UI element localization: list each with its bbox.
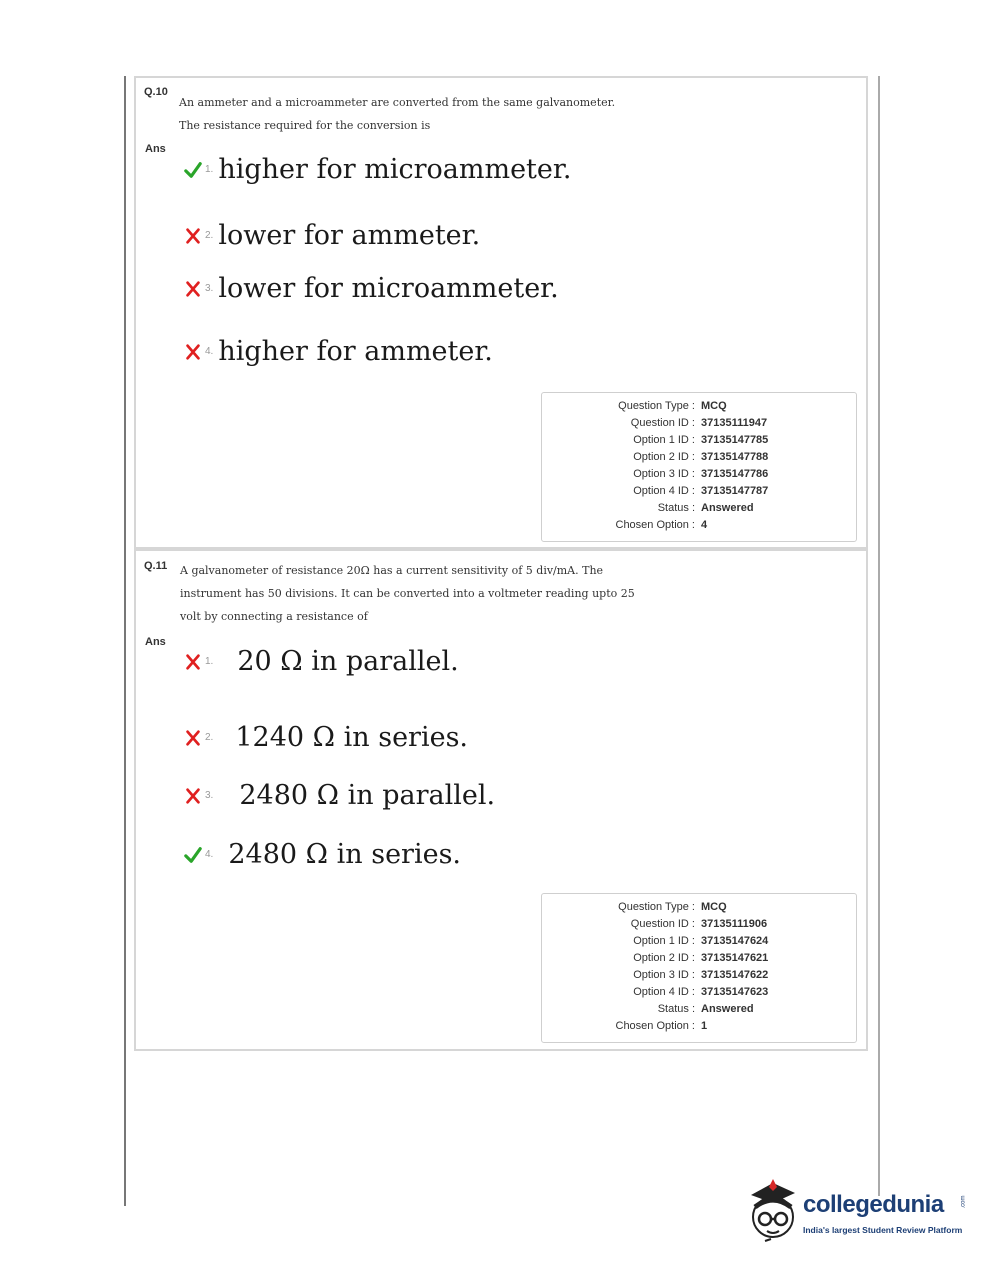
option-text: 1240 Ω in series. <box>235 722 469 753</box>
info-key: Option 1 ID : <box>633 935 695 947</box>
logo-tagline: India's largest Student Review Platform <box>803 1225 963 1235</box>
option-4 <box>184 839 461 870</box>
info-key: Option 4 ID : <box>633 986 695 998</box>
option-3 <box>184 780 495 811</box>
collegedunia-logo <box>743 1177 973 1247</box>
info-value: 37135147787 <box>701 485 769 497</box>
option-text: 20 Ω in parallel. <box>237 646 459 677</box>
info-value: 37135111947 <box>701 417 768 429</box>
info-value: 37135147788 <box>701 451 769 463</box>
info-key: Option 2 ID : <box>633 451 695 463</box>
option-2 <box>184 722 468 753</box>
question-info-panel <box>541 392 857 542</box>
mascot-icon <box>743 1177 803 1247</box>
info-value: 37135147621 <box>701 952 769 964</box>
info-key: Option 3 ID : <box>633 468 695 480</box>
option-text: higher for ammeter. <box>218 336 493 367</box>
info-key: Option 2 ID : <box>633 952 695 964</box>
question-text-line: A galvanometer of resistance 20Ω has a current sensitivity of 5 div/mA. The <box>180 564 604 577</box>
info-key: Question Type : <box>618 901 695 913</box>
correct-check-icon <box>184 846 202 864</box>
option-number: 3. <box>205 790 214 801</box>
option-1 <box>184 646 459 677</box>
option-1 <box>184 154 571 185</box>
option-number: 4. <box>205 849 214 860</box>
info-key: Option 4 ID : <box>633 485 695 497</box>
option-text: 2480 Ω in parallel. <box>239 780 496 811</box>
page-left-border <box>124 76 126 1206</box>
option-number: 4. <box>205 346 214 357</box>
info-value: 37135111906 <box>701 918 768 930</box>
answer-label: Ans <box>145 143 166 155</box>
question-info-panel <box>541 893 857 1043</box>
question-number: Q.10 <box>144 86 168 98</box>
info-value: 37135147623 <box>701 986 769 998</box>
wrong-cross-icon <box>184 343 202 361</box>
wrong-cross-icon <box>184 227 202 245</box>
info-value: Answered <box>701 1003 754 1015</box>
question-block-q11 <box>134 549 868 1051</box>
logo-wordmark: collegedunia <box>803 1191 944 1218</box>
info-key: Question Type : <box>618 400 695 412</box>
option-number: 2. <box>205 732 214 743</box>
info-key: Option 1 ID : <box>633 434 695 446</box>
option-text: 2480 Ω in series. <box>228 839 462 870</box>
logo-tld: .com <box>960 1195 967 1209</box>
wrong-cross-icon <box>184 729 202 747</box>
option-number: 3. <box>205 283 214 294</box>
info-value: 1 <box>701 1020 708 1032</box>
info-key: Question ID : <box>630 417 695 429</box>
option-number: 1. <box>205 164 214 175</box>
info-value: 37135147785 <box>701 434 769 446</box>
info-key: Question ID : <box>630 918 695 930</box>
correct-check-icon <box>184 161 202 179</box>
option-text: higher for microammeter. <box>218 154 572 185</box>
answer-label: Ans <box>145 636 166 648</box>
info-value: MCQ <box>701 400 727 412</box>
question-text-line: An ammeter and a microammeter are converted from the same galvanometer. <box>179 96 616 109</box>
info-value: 37135147624 <box>701 935 769 947</box>
question-text-line: The resistance required for the conversion is <box>179 119 431 132</box>
option-text: lower for ammeter. <box>218 220 481 251</box>
info-value: 37135147622 <box>701 969 769 981</box>
question-number: Q.11 <box>144 560 168 572</box>
option-text: lower for microammeter. <box>218 273 559 304</box>
info-value: 4 <box>701 519 708 531</box>
option-number: 1. <box>205 656 214 667</box>
page-right-border <box>878 76 880 1196</box>
info-key: Option 3 ID : <box>633 969 695 981</box>
info-key: Chosen Option : <box>615 519 695 531</box>
info-value: Answered <box>701 502 754 514</box>
option-number: 2. <box>205 230 214 241</box>
wrong-cross-icon <box>184 787 202 805</box>
option-2 <box>184 220 480 251</box>
question-text-line: volt by connecting a resistance of <box>180 610 368 623</box>
info-key: Chosen Option : <box>615 1020 695 1032</box>
info-key: Status : <box>657 1003 695 1015</box>
wrong-cross-icon <box>184 280 202 298</box>
info-key: Status : <box>657 502 695 514</box>
question-text-line: instrument has 50 divisions. It can be converted into a voltmeter reading upto 25 <box>180 587 635 600</box>
wrong-cross-icon <box>184 653 202 671</box>
info-value: MCQ <box>701 901 727 913</box>
info-value: 37135147786 <box>701 468 769 480</box>
option-4 <box>184 336 493 367</box>
option-3 <box>184 273 559 304</box>
question-block-q10 <box>134 76 868 549</box>
